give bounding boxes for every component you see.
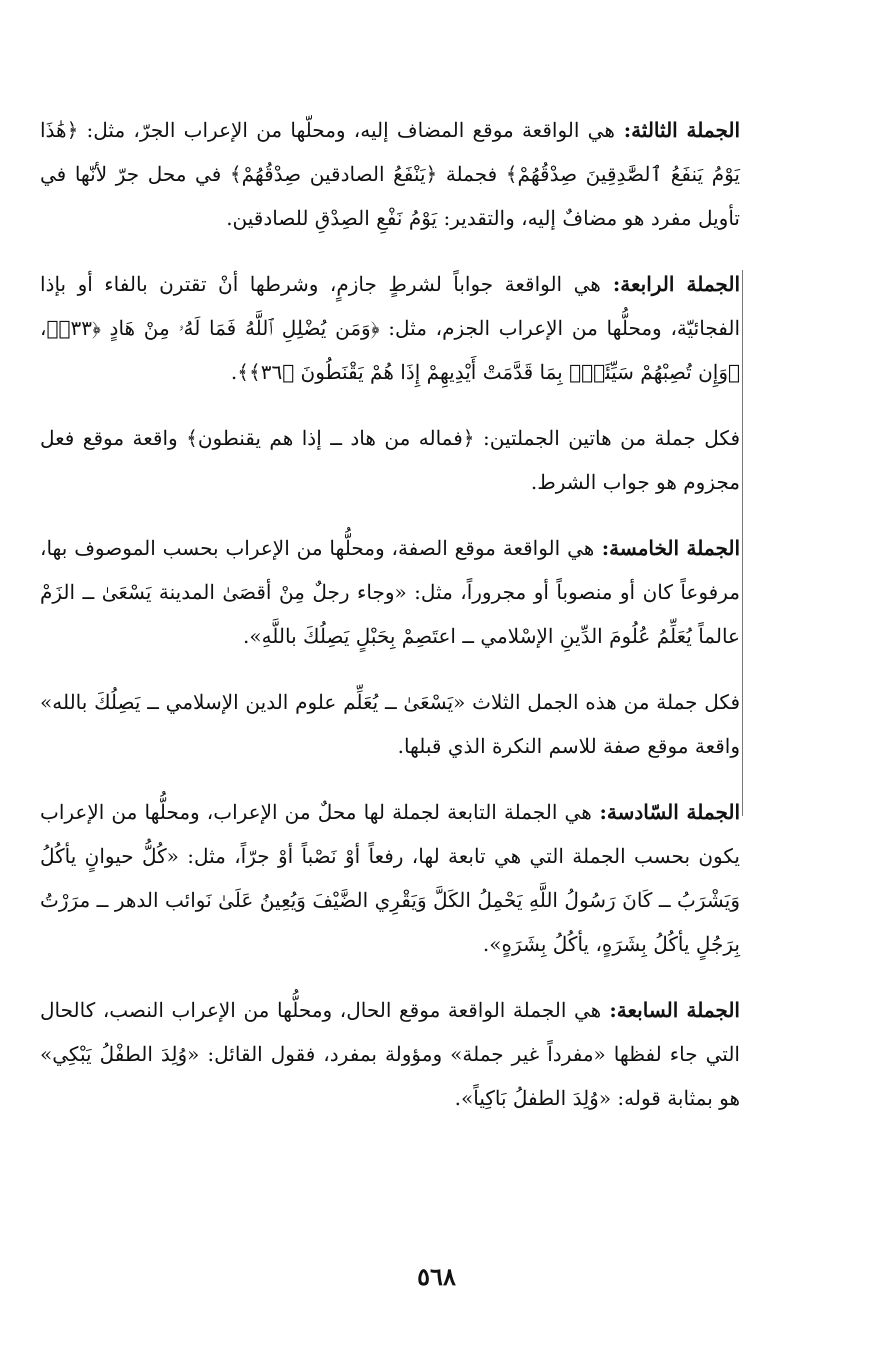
paragraph-body: فكل جملة من هاتين الجملتين: ﴿فماله من هاد ــ إذا هم يقنطون﴾ واقعة موقع فعل مجزوم هو جواب الشرط. (40, 426, 740, 494)
paragraph-body: هي الواقعة جواباً لشرطٍ جازمٍ، وشرطها أنْ تقترن بالفاء أو بإذا الفجائيّة، ومحلُّها من الإعراب الجزم، مثل: ﴿وَمَن يُضْلِلِ ٱللَّهُ فَمَا لَهُۥ مِنْ هَادٍ ﴿٣٣﴾﴾، ﴿وَإِن تُصِبْهُمْ سَيِّئَةٌۢ بِمَا قَدَّمَتْ أَيْدِيهِمْ إِذَا هُمْ يَقْنَطُونَ ﴿٣٦﴾﴾. (40, 272, 740, 384)
paragraph-heading: الجملة السابعة: (601, 998, 740, 1022)
paragraph-body: هي الواقعة موقع المضاف إليه، ومحلّها من الإعراب الجرّ، مثل: ﴿هَٰذَا يَوْمُ يَنفَعُ ٱلصَّٰدِقِينَ صِدْقُهُمْ﴾ فجملة ﴿يَنْفَعُ الصادقين صِدْقُهُمْ﴾ في محل جرّ لأنّها في تأويل مفرد هو مضافٌ إليه، والتقدير: يَوْمُ نَفْعِ الصِدْقِ للصادقين. (40, 118, 740, 230)
paragraph-fourth-sentence (40, 262, 740, 394)
paragraph-seventh-sentence (40, 988, 740, 1120)
paragraph-third-sentence (40, 108, 740, 240)
paragraph-heading: الجملة الرابعة: (600, 272, 740, 296)
paragraph-heading: الجملة السّادسة: (591, 800, 740, 824)
page-number: ٥٦٨ (417, 1262, 456, 1291)
paragraph-heading: الجملة الخامسة: (594, 536, 741, 560)
paragraph-fifth-explanation (40, 680, 740, 768)
paragraph-fourth-explanation (40, 416, 740, 504)
margin-rule (742, 270, 743, 816)
paragraph-body: هي الجملة التابعة لجملة لها محلٌ من الإعراب، ومحلُّها من الإعراب يكون بحسب الجملة التي هي تابعة لها، رفعاً أوْ نَصْباً أوْ جرّاً، مثل: «كُلُّ حيوانٍ يأكُلُ وَيَشْرَبُ ــ كَانَ رَسُولُ اللَّهِ يَحْمِلُ الكَلَّ وَيَقْرِي الضَّيْفَ وَيُعِينُ عَلَىٰ نَوائب الدهر ــ مرَرْتُ بِرَجُلٍ يأكُلُ بِشَرَهٍ، يأكُلُ بِشَرَهٍ». (40, 800, 740, 956)
paragraph-sixth-sentence (40, 790, 740, 966)
paragraph-body: فكل جملة من هذه الجمل الثلاث «يَسْعَىٰ ــ يُعَلِّم علوم الدين الإسلامي ــ يَصِلُكَ بالله» واقعة موقع صفة للاسم النكرة الذي قبلها. (40, 690, 740, 758)
paragraph-fifth-sentence (40, 526, 740, 658)
paragraph-heading: الجملة الثالثة: (614, 118, 741, 142)
document-page (40, 108, 740, 1288)
paragraph-body: هي الواقعة موقع الصفة، ومحلُّها من الإعراب بحسب الموصوف بها، مرفوعاً كان أو منصوباً أو مجروراً، مثل: «وجاء رجلٌ مِنْ أقصَىٰ المدينة يَسْعَىٰ ــ الزَمْ عالماً يُعَلِّمُ عُلُومَ الدِّينِ الإسْلامي ــ اعتَصِمْ بِحَبْلٍ يَصِلُكَ باللَّهِ». (40, 536, 740, 648)
paragraph-body: هي الجملة الواقعة موقع الحال، ومحلُّها من الإعراب النصب، كالحال التي جاء لفظها «مفرداً غير جملة» ومؤولة بمفرد، فقول القائل: «وُلِدَ الطفْلُ يَبْكِي» هو بمثابة قوله: «وُلِدَ الطفلُ بَاكِياً». (40, 998, 740, 1110)
